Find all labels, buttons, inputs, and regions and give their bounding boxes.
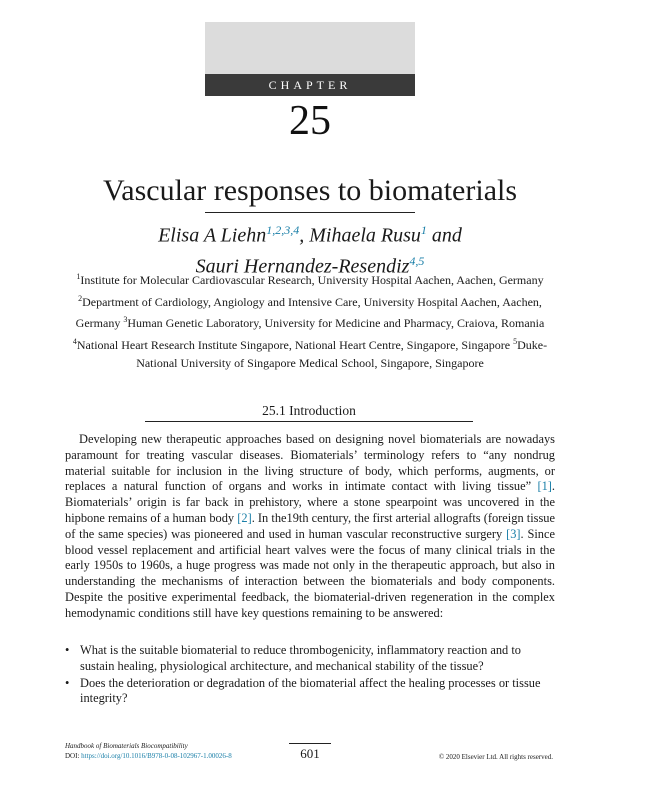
- citation-link[interactable]: [3]: [506, 526, 521, 541]
- author-name: Sauri Hernandez-Resendiz: [195, 255, 410, 278]
- doi-label: DOI:: [65, 752, 82, 760]
- author-affiliation-ref[interactable]: 4,5: [409, 253, 425, 268]
- affiliation-marker: 3: [123, 315, 128, 325]
- author-separator: and: [426, 224, 462, 247]
- citation-link[interactable]: [1]: [537, 479, 552, 494]
- body-text: . Since blood vessel replacement and artificial heart valves were the focus of many clinical trials in the early 1950s to 1960s, a huge progress was made not only in the therapeutic approach, but also in understanding the mechanisms of interaction between the biomaterials and body components. Despite the positive experimental feedback, the biomaterial-driven regeneration in the complex hemodynamic conditions still have key questions remaining to be answered:: [65, 526, 555, 620]
- affiliation-text: Human Genetic Laboratory, University for Medicine and Pharmacy, Craiova, Romania: [127, 316, 545, 331]
- chapter-number: 25: [289, 98, 331, 144]
- copyright-notice: © 2020 Elsevier Ltd. All rights reserved.: [438, 753, 553, 761]
- question-list: [65, 643, 555, 708]
- chapter-label: CHAPTER: [205, 74, 415, 96]
- page-number-divider: [289, 743, 331, 744]
- affiliation-text: Department of Cardiology, Angiology and Intensive Care, University Hospital Aachen, Aachen, Germany: [75, 294, 542, 331]
- affiliations: [70, 268, 550, 373]
- intro-paragraph: [65, 432, 555, 622]
- list-item: • What is the suitable biomaterial to reduce thrombogenicity, inflammatory reaction and to sustain healing, physiological architecture, and mechanical stability of the tissue?: [65, 643, 555, 675]
- section-divider: [145, 421, 473, 422]
- affiliation-text: National Heart Research Institute Singapore, National Heart Centre, Singapore, Singapore: [76, 337, 514, 352]
- page-number: 601: [300, 746, 320, 761]
- footer-citation: [65, 741, 232, 761]
- body-text: . In the19th century, the first arterial allografts (foreign tissue of the same species) was pioneered and used in human vascular reconstructive surgery: [65, 510, 555, 541]
- affiliation-marker: 4: [72, 336, 77, 346]
- list-item: • Does the deterioration or degradation of the biomaterial affect the healing processes or tissue integrity?: [65, 676, 555, 708]
- chapter-banner: [205, 22, 415, 96]
- doi-link[interactable]: https://doi.org/10.1016/B978-0-08-102967-1.00026-8: [81, 752, 232, 760]
- book-title: Handbook of Biomaterials Biocompatibility: [65, 742, 188, 750]
- author-separator: ,: [299, 224, 310, 247]
- chapter-title: Vascular responses to biomaterials: [102, 174, 518, 207]
- title-divider: [205, 212, 415, 213]
- citation-link[interactable]: [2]: [237, 510, 252, 525]
- author-name: Elisa A Liehn: [158, 224, 267, 247]
- affiliation-text: Duke-National University of Singapore Medical School, Singapore, Singapore: [136, 337, 548, 371]
- body-text: . Biomaterials’ origin is far back in prehistory, where a stone spearpoint was uncovered in the hipbone remains of a human body: [65, 479, 555, 525]
- author-name: Mihaela Rusu: [309, 224, 421, 247]
- author-affiliation-ref[interactable]: 1: [420, 223, 427, 237]
- author-affiliation-ref[interactable]: 1,2,3,4: [266, 223, 300, 237]
- affiliation-marker: 5: [513, 336, 518, 346]
- affiliation-text: Institute for Molecular Cardiovascular Research, University Hospital Aachen, Aachen, Germany: [80, 273, 544, 287]
- affiliation-marker: 1: [76, 272, 81, 281]
- body-text: Developing new therapeutic approaches based on designing novel biomaterials are nowadays paramount for treating vascular diseases. Biomaterials’ terminology refers to “any nondrug material suitable for inclusion in the living structure of body, which performs, augments, or replaces a natural function of organs and works in intimate contact with living tissue”: [65, 432, 555, 494]
- affiliation-marker: 2: [78, 293, 83, 303]
- section-heading: 25.1 Introduction: [262, 403, 356, 418]
